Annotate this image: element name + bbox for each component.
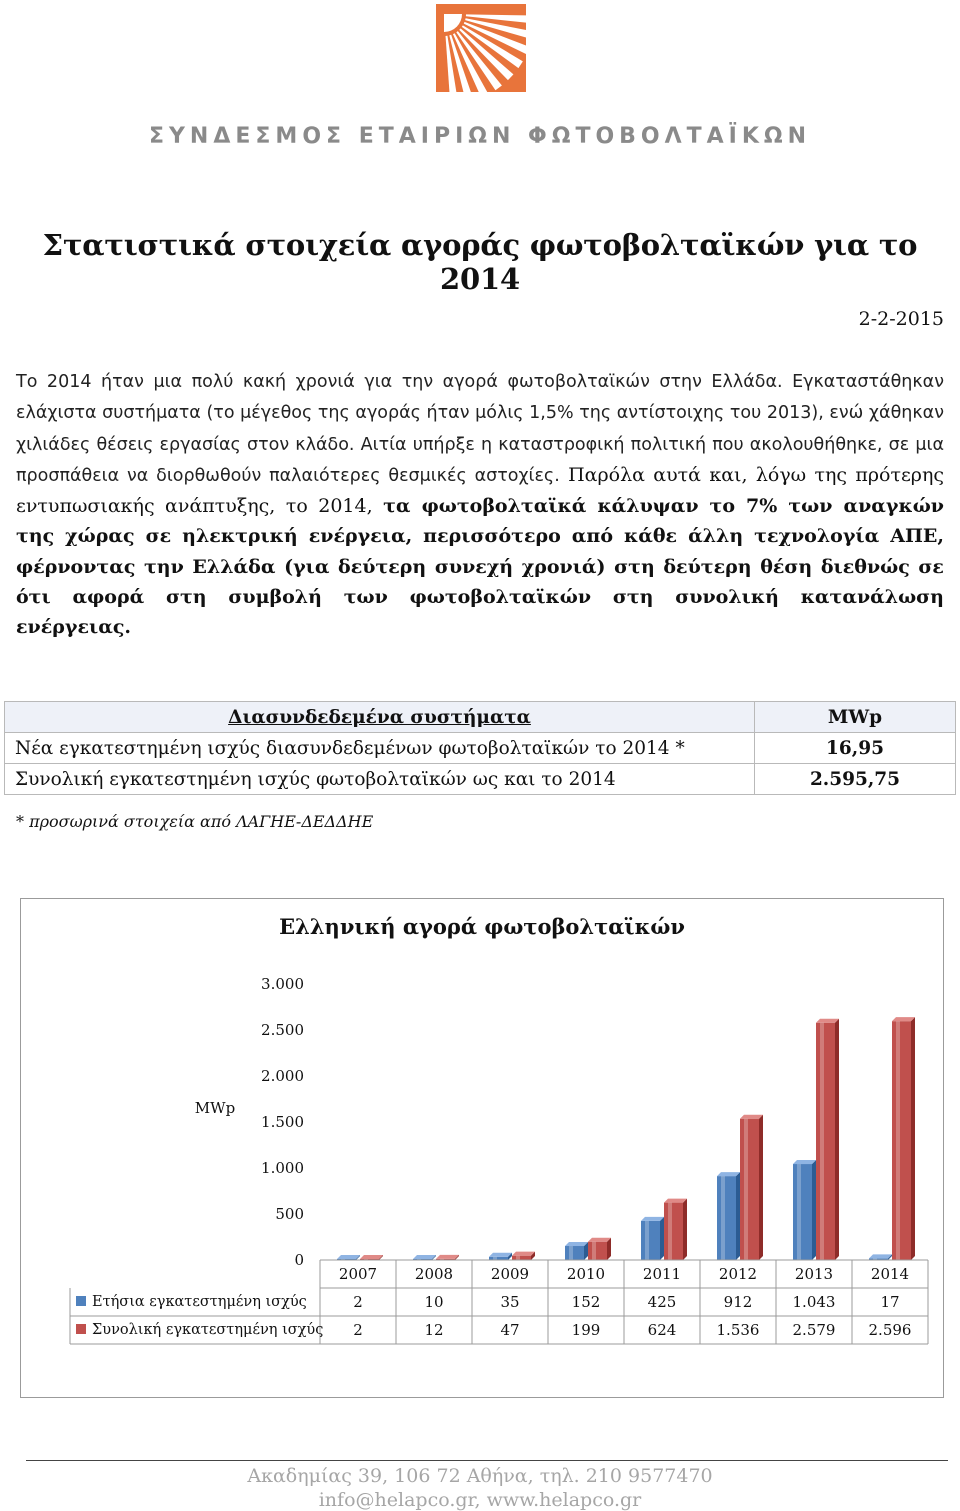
data-label: 2.579 <box>792 1321 836 1339</box>
legend-swatch <box>76 1324 86 1334</box>
document-title: Στατιστικά στοιχεία αγοράς φωτοβολταϊκών για το 2014 <box>42 228 918 296</box>
bar-side-face <box>835 1019 839 1260</box>
bar-annual <box>641 1221 660 1260</box>
bar-side-face <box>812 1160 816 1260</box>
table-row <box>5 764 956 795</box>
data-label: 17 <box>880 1293 900 1311</box>
bar-top-face <box>436 1255 459 1259</box>
helapco-logo-icon <box>436 4 526 92</box>
x-tick-label: 2011 <box>642 1265 682 1283</box>
bar-top-face <box>641 1217 664 1221</box>
y-tick-label: 0 <box>294 1251 304 1269</box>
footer-contact: info@helapco.gr, www.helapco.gr <box>318 1489 642 1511</box>
bar-top-face <box>565 1242 588 1246</box>
y-tick-label: 3.000 <box>261 975 304 993</box>
bar-highlight <box>569 1246 573 1260</box>
legend-entry: Ετήσια εγκατεστημένη ισχύς <box>92 1294 307 1310</box>
bar-annual <box>565 1246 584 1260</box>
bar-highlight <box>797 1164 801 1260</box>
organization-name: ΣΥΝΔΕΣΜΟΣ ΕΤΑΙΡΙΩΝ ΦΩΤΟΒΟΛΤΑΪΚΩΝ <box>148 124 812 149</box>
bar-cumulative <box>512 1256 531 1260</box>
bar-top-face <box>588 1238 611 1242</box>
bar-side-face <box>683 1199 687 1260</box>
intro-text-part-1: Το 2014 ήταν μια πολύ κακή χρονιά για την αγορά φωτοβολταϊκών στην Ελλάδα. Εγκαταστάθηκαν ελάχιστα συστήματα (το μέγεθος της αγοράς ήταν μόλις 1,5% της αντίστοιχης του 2013), ενώ χάθηκαν χιλιάδες θέσεις εργασίας στον κλάδο. Αιτία υπήρξε η καταστροφική πολιτική που ακολουθήθηκε, σε μια προσπάθεια να διορθωθούν παλαιότερες θεσμικές αστοχίες. <box>16 372 944 486</box>
bar-cumulative <box>588 1242 607 1260</box>
data-label: 2 <box>353 1293 363 1311</box>
footer-divider <box>26 1460 948 1461</box>
data-label: 2.596 <box>868 1321 912 1339</box>
bar-top-face <box>793 1160 816 1164</box>
bar-side-face <box>911 1017 915 1260</box>
bar-cumulative <box>892 1021 911 1260</box>
bar-top-face <box>816 1019 839 1023</box>
data-label: 152 <box>571 1293 601 1311</box>
bar-highlight <box>896 1021 900 1260</box>
bar-top-face <box>717 1172 740 1176</box>
table-row <box>5 733 956 764</box>
table-row-label: Νέα εγκατεστημένη ισχύς διασυνδεδεμένων φωτοβολταϊκών το 2014 * <box>5 733 755 764</box>
x-tick-label: 2010 <box>566 1265 606 1283</box>
bar-top-face <box>360 1255 383 1259</box>
x-tick-label: 2014 <box>870 1265 910 1283</box>
data-label: 47 <box>500 1321 520 1339</box>
y-tick-label: 1.000 <box>261 1159 304 1177</box>
bar-cumulative <box>664 1203 683 1260</box>
bar-highlight <box>645 1221 649 1260</box>
bar-top-face <box>892 1017 915 1021</box>
x-tick-label: 2012 <box>718 1265 758 1283</box>
data-label: 2 <box>353 1321 363 1339</box>
bar-side-face <box>759 1115 763 1260</box>
bar-top-face <box>512 1252 535 1256</box>
y-axis-label: MWp <box>194 1099 236 1117</box>
bar-highlight <box>721 1176 725 1260</box>
greek-pv-market-chart <box>20 898 944 1398</box>
bar-side-face <box>660 1217 664 1260</box>
bar-top-face <box>740 1115 763 1119</box>
bar-highlight <box>592 1242 596 1260</box>
bar-top-face <box>337 1255 360 1259</box>
x-tick-label: 2013 <box>794 1265 834 1283</box>
bar-annual <box>793 1164 812 1260</box>
x-tick-label: 2007 <box>338 1265 378 1283</box>
table-header-unit: MWp <box>755 702 956 733</box>
x-tick-label: 2008 <box>414 1265 454 1283</box>
y-tick-label: 1.500 <box>261 1113 304 1131</box>
data-label: 12 <box>424 1321 444 1339</box>
data-label: 624 <box>647 1321 677 1339</box>
y-tick-label: 500 <box>275 1205 304 1223</box>
bar-highlight <box>820 1023 824 1260</box>
table-header-label: Διασυνδεδεμένα συστήματα <box>5 702 755 733</box>
table-row-value: 2.595,75 <box>755 764 956 795</box>
table-header-row <box>5 702 956 733</box>
data-label: 10 <box>424 1293 444 1311</box>
data-label: 199 <box>571 1321 601 1339</box>
table-footnote: * προσωρινά στοιχεία από ΛΑΓΗΕ-ΔΕΔΔΗΕ <box>16 812 374 831</box>
table-row-label: Συνολική εγκατεστημένη ισχύς φωτοβολταϊκών ως και το 2014 <box>5 764 755 795</box>
chart-title: Ελληνική αγορά φωτοβολταϊκών <box>279 914 685 939</box>
data-label: 1.043 <box>792 1293 836 1311</box>
x-tick-label: 2009 <box>490 1265 530 1283</box>
bar-highlight <box>668 1203 672 1260</box>
data-label: 35 <box>500 1293 520 1311</box>
data-label: 912 <box>723 1293 753 1311</box>
bar-cumulative <box>816 1023 835 1260</box>
table-row-value: 16,95 <box>755 733 956 764</box>
bar-top-face <box>664 1199 687 1203</box>
document-date: 2-2-2015 <box>858 308 944 330</box>
bar-annual <box>717 1176 736 1260</box>
intro-text-part-2: Παρόλα αυτά και, λόγω της πρότερης εντυπωσιακής ανάπτυξης, το 2014, <box>16 463 944 518</box>
legend-entry: Συνολική εγκατεστημένη ισχύς <box>92 1322 324 1338</box>
y-tick-label: 2.500 <box>261 1021 304 1039</box>
bar-cumulative <box>740 1119 759 1260</box>
bar-top-face <box>869 1254 892 1258</box>
bar-top-face <box>413 1255 436 1259</box>
bar-highlight <box>744 1119 748 1260</box>
intro-paragraph <box>16 366 944 643</box>
data-label: 1.536 <box>716 1321 760 1339</box>
bar-highlight <box>516 1256 520 1260</box>
data-label: 425 <box>647 1293 677 1311</box>
intro-text-bold: τα φωτοβολταϊκά κάλυψαν το 7% των αναγκών της χώρας σε ηλεκτρική ενέργεια, περισσότερο από κάθε άλλη τεχνολογία ΑΠΕ, φέρνοντας την Ελλάδα (για δεύτερη συνεχή χρονιά) στη δεύτερη θέση διεθνώς σε ότι αφορά στη συμβολή των φωτοβολταϊκών στη συνολική κατανάλωση ενέργειας. <box>16 495 944 639</box>
bar-side-face <box>736 1172 740 1260</box>
bar-top-face <box>489 1253 512 1257</box>
legend-swatch <box>76 1296 86 1306</box>
installed-capacity-table <box>4 701 956 795</box>
footer-address: Ακαδημίας 39, 106 72 Αθήνα, τηλ. 210 9577470 <box>247 1465 713 1487</box>
y-tick-label: 2.000 <box>261 1067 304 1085</box>
